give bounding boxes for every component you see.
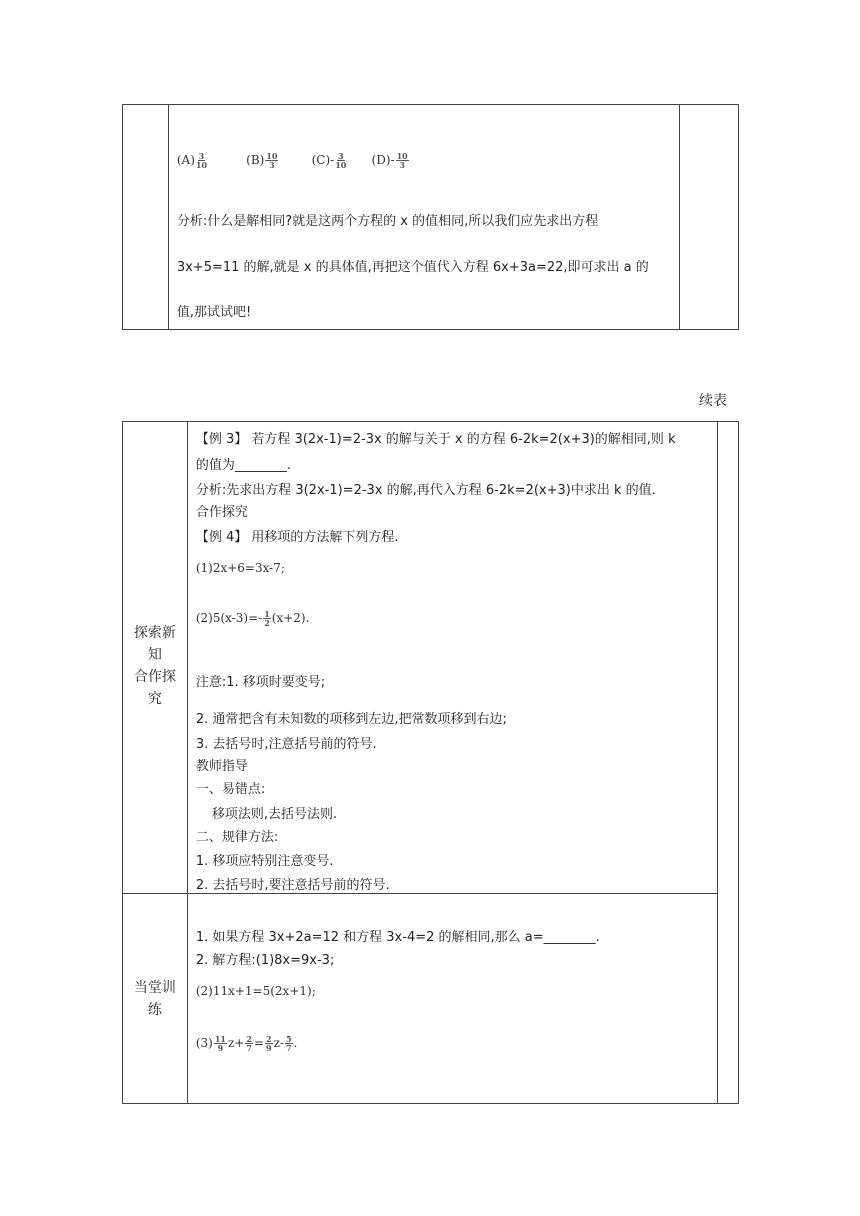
explore-right-cell <box>718 422 739 1104</box>
explore-content-cell <box>187 422 717 894</box>
teacher-heading: 教师指导 <box>195 759 248 774</box>
practice-question-1: 1. 如果方程 3x+2a=12 和方程 3x-4=2 的解相同,那么 a=________. <box>195 930 600 945</box>
rule-2: 2. 去括号时,要注意括号前的符号. <box>195 878 390 893</box>
error-points-body: 移项法则,去括号法则. <box>211 807 338 822</box>
fraction: $\frac{2}{7}$ <box>246 1034 252 1053</box>
analysis-line-2: 3x+5=11 的解,就是 x 的具体值,再把这个值代入方程 6x+3a=22,即可求出 a 的 <box>176 260 649 275</box>
note-2: 2. 通常把含有未知数的项移到左边,把常数项移到右边; <box>195 712 507 727</box>
example-4-part-2: (2)5(x-3)=- $\frac{1}{2}$ (x+2). <box>195 609 310 628</box>
practice-question-2-part-3: (3) $\frac{11}{9}$ z+ $\frac{2}{7}$ = $\frac{2}{9}$ z- $\frac{5}{7}$ . <box>195 1034 298 1053</box>
fraction: $\frac{10}{3}$ <box>396 151 408 170</box>
explore-label: 探索新 知 合作探 究 <box>133 624 176 707</box>
answer-options <box>177 152 410 169</box>
rules-title: 二、规律方法: <box>195 830 279 845</box>
example-3-line-2: 的值为________. <box>195 458 291 473</box>
fraction: $\frac{3}{10}$ <box>195 151 208 170</box>
example-4-title: 【例 4】 用移项的方法解下列方程. <box>195 530 399 545</box>
fraction: $\frac{2}{9}$ <box>266 1034 272 1053</box>
example-3-line-1: 【例 3】 若方程 3(2x-1)=2-3x 的解与关于 x 的方程 6-2k=2(x+3)的解相同,则 k <box>195 432 676 447</box>
note-1: 注意:1. 移项时要变号; <box>195 675 326 690</box>
practice-label-cell <box>123 894 188 1104</box>
fraction: $\frac{10}{3}$ <box>266 151 278 170</box>
explore-label-cell <box>123 422 188 894</box>
option-c: (C)- $\frac{3}{10}$ <box>311 151 347 170</box>
fraction: $\frac{11}{9}$ <box>214 1034 226 1053</box>
option-b: (B) $\frac{10}{3}$ <box>246 151 278 170</box>
practice-content-cell <box>187 894 717 1104</box>
analysis-line-3: 值,那试试吧! <box>176 305 252 320</box>
continued-label: 续表 <box>699 393 727 409</box>
note-3: 3. 去括号时,注意括号前的符号. <box>195 737 377 752</box>
practice-question-2: 2. 解方程:(1)8x=9x-3; <box>195 953 335 968</box>
top-table <box>122 104 739 330</box>
top-right-cell <box>680 105 739 330</box>
fraction: $\frac{5}{7}$ <box>285 1034 292 1053</box>
option-d: (D)- $\frac{10}{3}$ <box>371 151 408 170</box>
error-points-title: 一、易错点: <box>195 782 266 797</box>
top-content-cell <box>168 105 679 330</box>
rule-1: 1. 移项应特别注意变号. <box>195 854 334 869</box>
top-left-cell <box>123 105 169 330</box>
practice-label: 当堂训 练 <box>133 979 176 1018</box>
example-4-part-1: (1)2x+6=3x-7; <box>195 561 285 575</box>
fraction: $\frac{3}{10}$ <box>335 151 347 170</box>
coop-heading: 合作探究 <box>195 505 248 520</box>
option-a: (A) $\frac{3}{10}$ <box>176 151 208 170</box>
example-3-analysis: 分析:先求出方程 3(2x-1)=2-3x 的解,再代入方程 6-2k=2(x+3)中求出 k 的值. <box>195 483 656 498</box>
practice-question-2-part-2: (2)11x+1=5(2x+1); <box>195 984 316 998</box>
analysis-line-1: 分析:什么是解相同?就是这两个方程的 x 的值相同,所以我们应先求出方程 <box>176 214 599 229</box>
main-table <box>122 421 739 1104</box>
fraction: $\frac{1}{2}$ <box>264 609 270 628</box>
